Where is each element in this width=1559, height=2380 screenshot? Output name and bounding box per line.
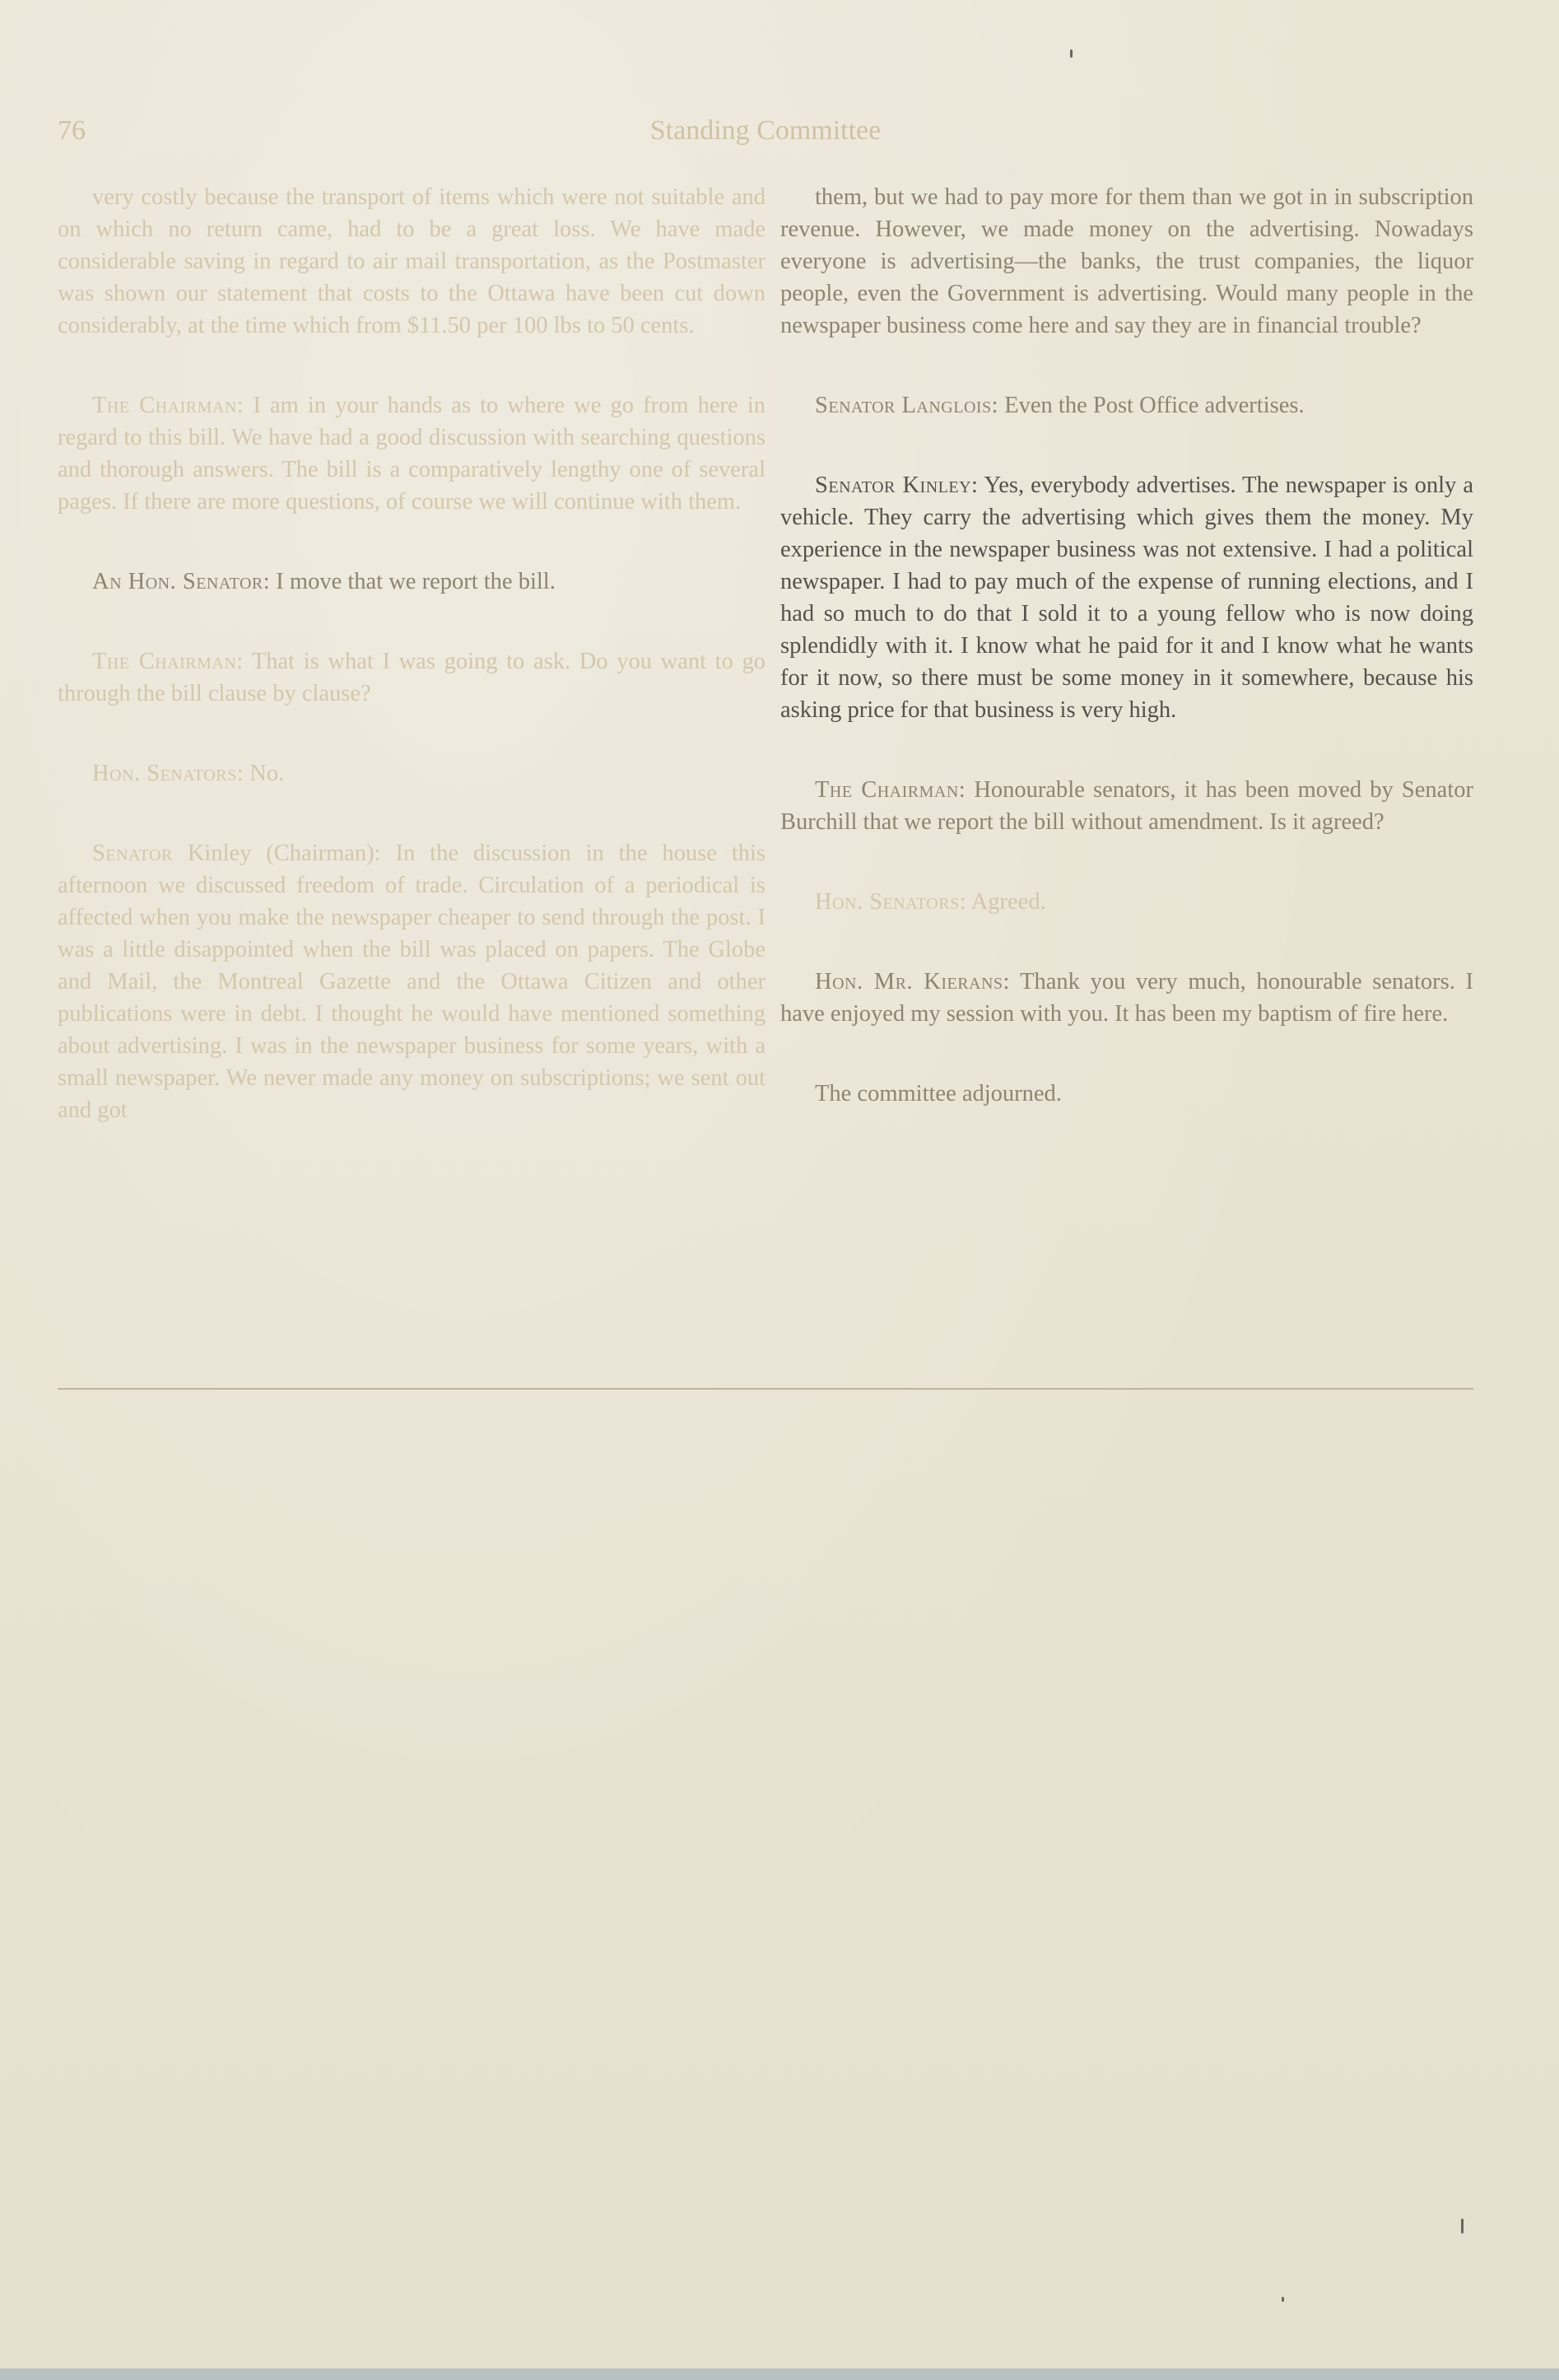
paragraph-text: I move that we report the bill. — [276, 569, 556, 594]
page-number: 76 — [58, 115, 86, 146]
paragraph-text: No. — [249, 761, 285, 786]
speaker-name: Hon. Mr. Kierans: — [815, 969, 1010, 994]
speaker-name: Senator Langlois: — [815, 393, 999, 418]
paragraph — [780, 1078, 1473, 1110]
paragraph — [780, 389, 1473, 422]
paragraph-text: Thank you very much, honourable senators. I have enjoyed my session with you. It has been my baptism of fire here. — [780, 969, 1473, 1027]
paragraph — [58, 389, 766, 518]
paragraph — [58, 566, 766, 598]
paragraph — [780, 886, 1473, 918]
paragraph-text: Even the Post Office advertises. — [1004, 393, 1305, 418]
paper-speck — [1282, 2297, 1284, 2302]
paragraph — [780, 774, 1473, 838]
page-header — [58, 115, 1473, 156]
paragraph-text: The committee adjourned. — [815, 1081, 1062, 1106]
paragraph-text: I am in your hands as to where we go from here in regard to this bill. We have had a good discussion with searching questions and thorough answers. The bill is a comparatively lengthy one of several pages. If there are more questions, of course we will continue with them. — [58, 393, 766, 515]
paragraph — [780, 966, 1473, 1030]
paragraph — [780, 469, 1473, 726]
paragraph — [58, 181, 766, 342]
divider-rule — [58, 1388, 1473, 1390]
paragraph — [58, 757, 766, 789]
paper-speck — [1461, 2219, 1464, 2233]
paragraph — [780, 181, 1473, 342]
paragraph-text: That is what I was going to ask. Do you want to go through the bill clause by clause? — [58, 649, 766, 706]
speaker-name: Senator — [92, 841, 173, 866]
paragraph-text: Kinley (Chairman): In the discussion in the house this afternoon we discussed freedom of trade. Circulation of a periodical is affected when you make the newspaper cheaper to send through the post. I was a little disappointed when the bill was placed on papers. The Globe and Mail, the Montreal Gazette and the Ottawa Citizen and other publications were in debt. I thought he would have mentioned something about advertising. I was in the newspaper business for some years, with a small newspaper. We never made any money on subscriptions; we sent out and got — [58, 841, 766, 1123]
paragraph-text: Agreed. — [970, 889, 1046, 915]
left-column — [58, 181, 766, 1174]
speaker-name: An Hon. Senator: — [92, 569, 271, 594]
paragraph-text: very costly because the transport of items which were not suitable and on which no return came, had to be a great loss. We have made considerable saving in regard to air mail transportation, as the Postmaster was shown our statement that costs to the Ottawa have been cut down considerably, at the time which from $11.50 per 100 lbs to 50 cents. — [58, 184, 766, 338]
speaker-name: Hon. Senators: — [92, 761, 244, 786]
right-column — [780, 181, 1473, 1157]
running-head: Standing Committee — [649, 115, 882, 146]
speaker-name: The Chairman: — [92, 649, 244, 674]
speaker-name: Hon. Senators: — [815, 889, 967, 915]
paragraph — [58, 645, 766, 710]
paragraph-text: them, but we had to pay more for them than we got in in subscription revenue. However, we made money on the advertising. Nowadays everyone is advertising—the banks, the trust companies, the liquor people, even the Government is advertising. Would many people in the newspaper business come here and say they are in financial trouble? — [780, 184, 1473, 338]
bottom-edge-strip — [0, 2368, 1559, 2380]
speaker-name: The Chairman: — [815, 777, 966, 803]
paragraph-text: Honourable senators, it has been moved by Senator Burchill that we report the bill without amendment. Is it agreed? — [780, 777, 1473, 835]
paragraph-text: Yes, everybody advertises. The newspaper is only a vehicle. They carry the advertising which gives them the money. My experience in the newspaper business was not extensive. I had a political newspaper. I had to pay much of the expense of running elections, and I had so much to do that I sold it to a young fellow who is now doing splendidly with it. I know what he paid for it and I know what he wants for it now, so there must be some money in it somewhere, because his asking price for that business is very high. — [780, 473, 1474, 723]
paper-speck — [1070, 49, 1073, 58]
paragraph — [58, 837, 766, 1126]
speaker-name: The Chairman: — [92, 393, 244, 418]
speaker-name: Senator Kinley: — [815, 473, 979, 498]
